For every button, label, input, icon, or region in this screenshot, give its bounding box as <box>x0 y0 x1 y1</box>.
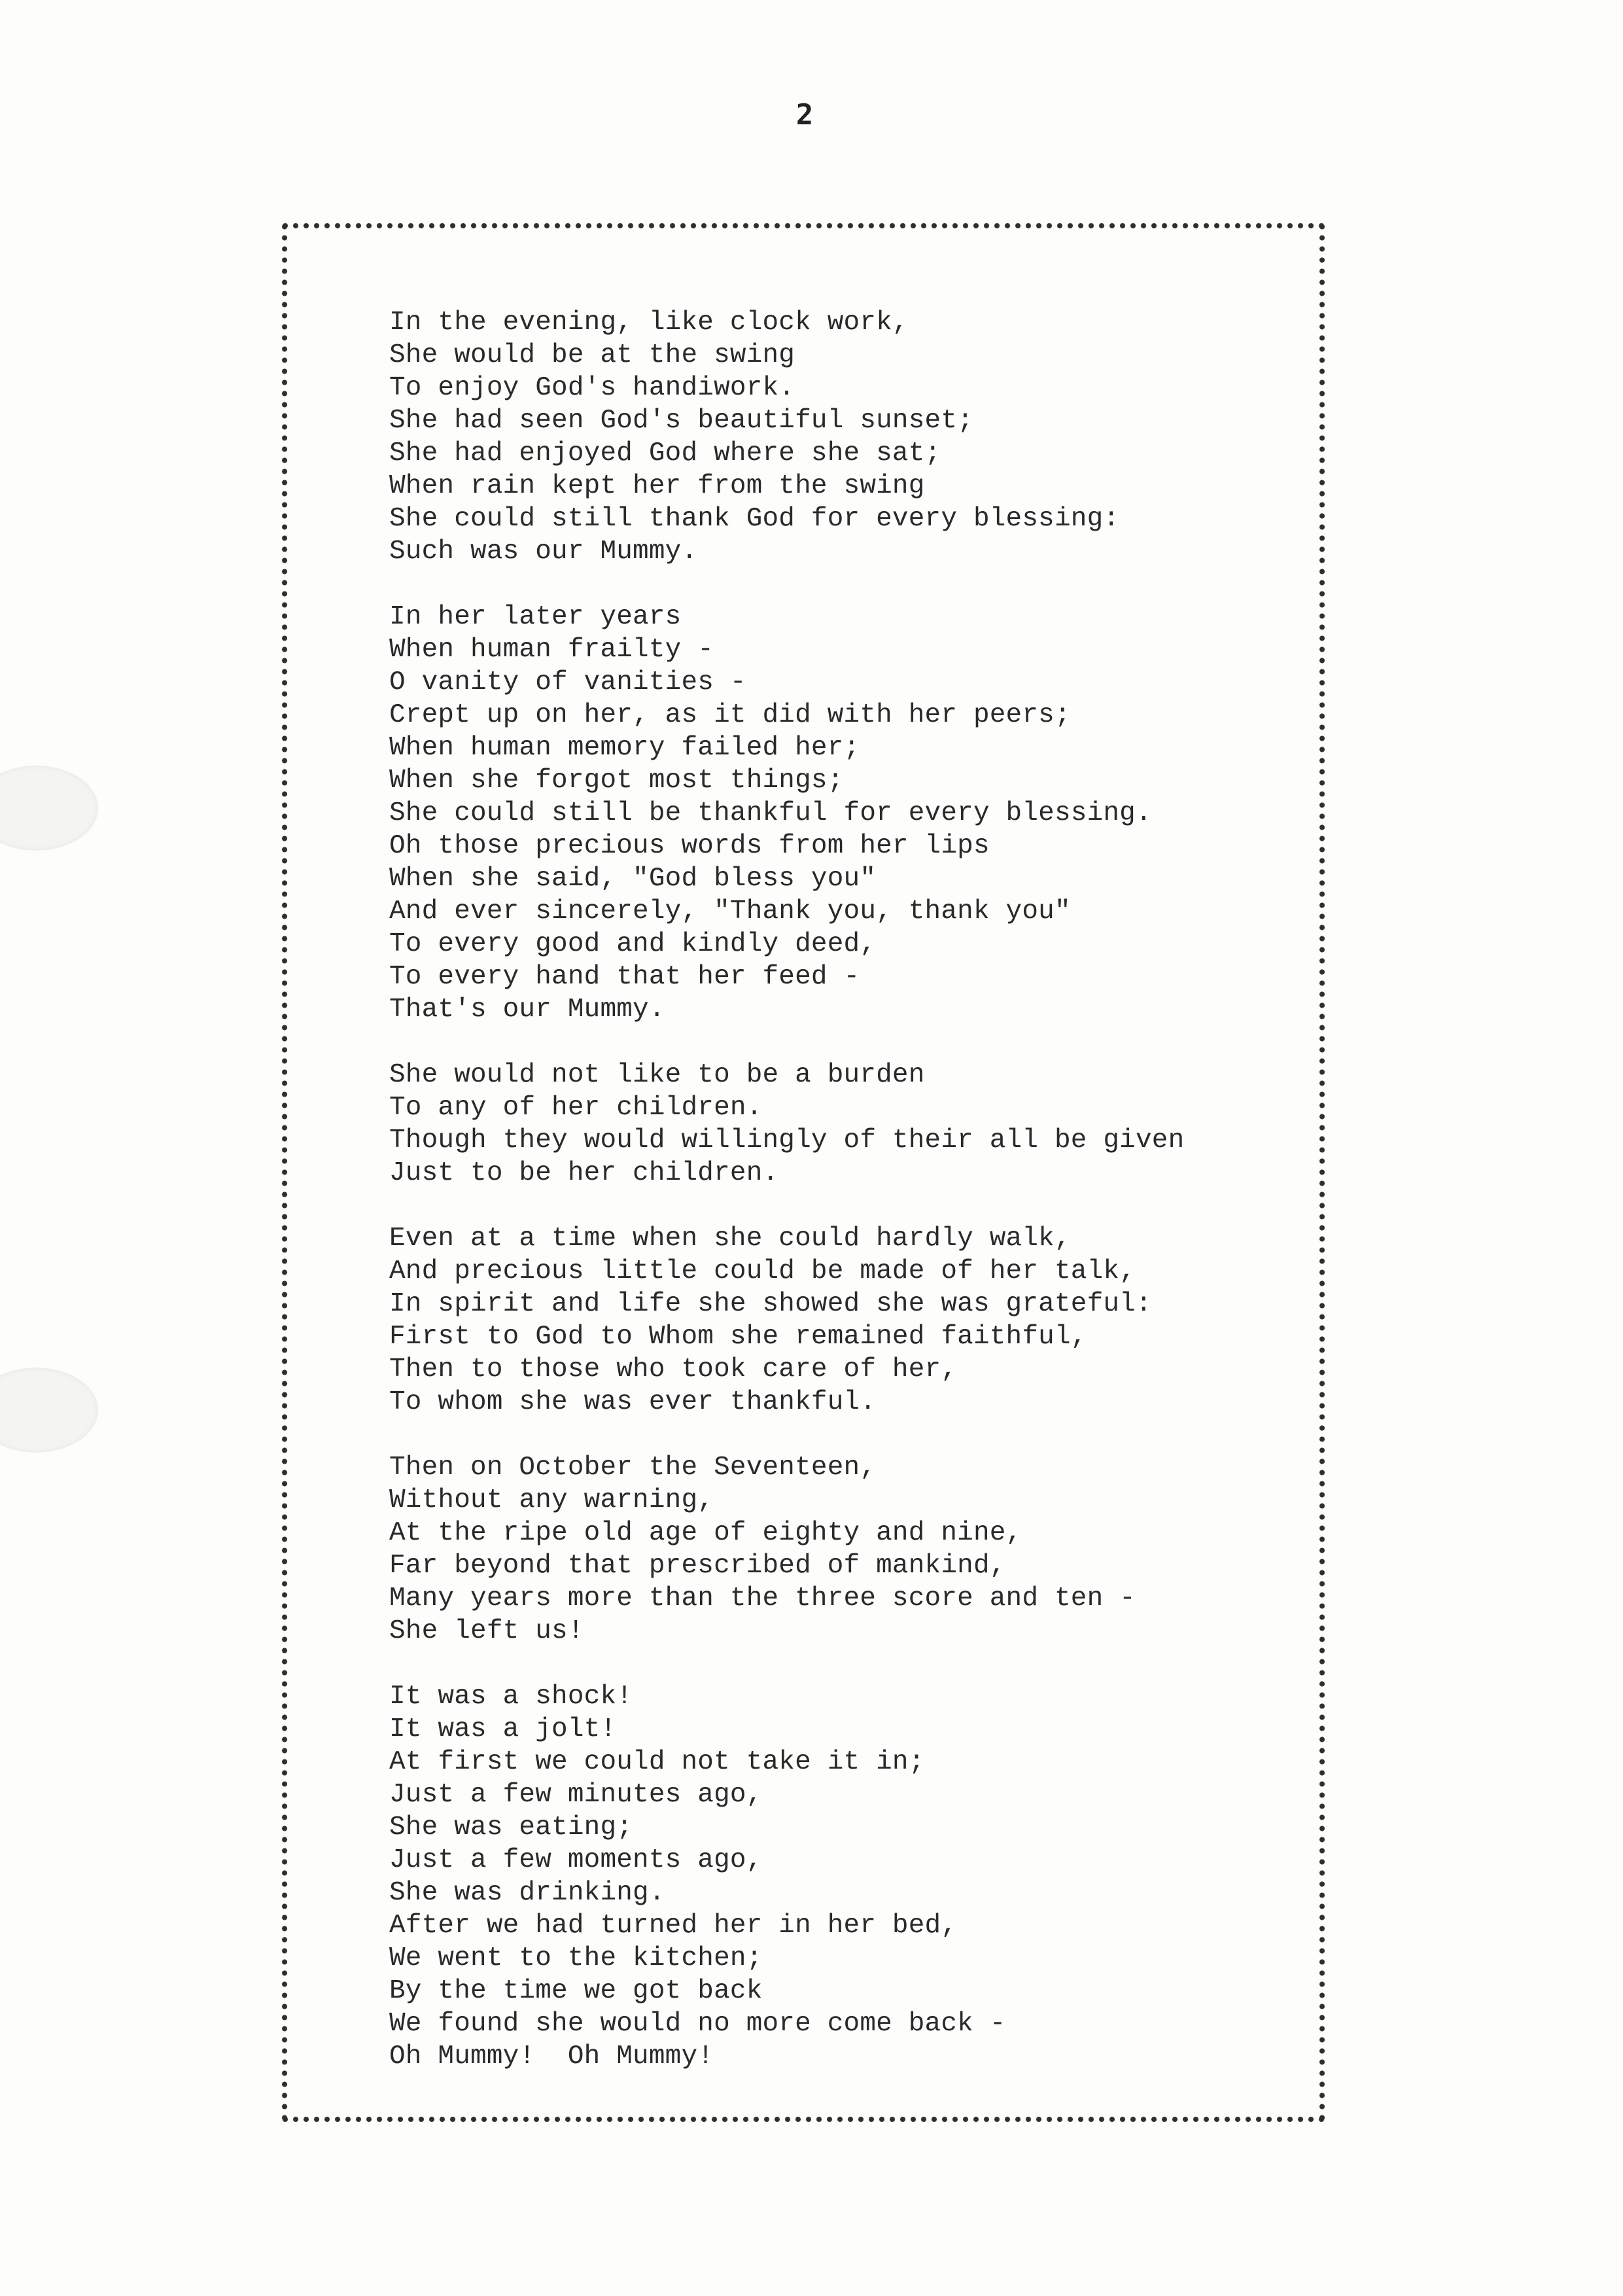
poem-line: After we had turned her in her bed, <box>389 1911 958 1941</box>
page-number: 2 <box>795 98 814 132</box>
poem-line: Even at a time when she could hardly walk, <box>389 1224 1071 1254</box>
poem-line: She could still be thankful for every blessing. <box>389 798 1152 828</box>
poem-line: O vanity of vanities - <box>389 667 746 698</box>
poem-line: She would not like to be a burden <box>389 1060 925 1090</box>
poem-line: Such was our Mummy. <box>389 537 698 567</box>
border-right <box>1318 221 1327 2124</box>
poem-line: She had enjoyed God where she sat; <box>389 438 941 468</box>
poem-line: Then to those who took care of her, <box>389 1354 958 1385</box>
poem-line: And precious little could be made of her talk, <box>389 1256 1136 1286</box>
poem-line: To enjoy God's handiwork. <box>389 373 795 403</box>
poem-stanza <box>389 601 1305 1026</box>
poem-line: Though they would willingly of their all be given <box>389 1125 1185 1156</box>
poem-line: Just a few moments ago, <box>389 1845 763 1875</box>
poem-stanza <box>389 1680 1305 2073</box>
poem-stanza <box>389 1059 1305 1190</box>
border-left <box>280 221 289 2124</box>
poem-stanza <box>389 1451 1305 1648</box>
poem-line: Many years more than the three score and ten - <box>389 1583 1136 1614</box>
poem-line: That's our Mummy. <box>389 995 665 1025</box>
poem-line: In spirit and life she showed she was grateful: <box>389 1289 1152 1319</box>
poem-line: She could still thank God for every blessing: <box>389 504 1120 534</box>
poem-line: Crept up on her, as it did with her peers; <box>389 700 1071 730</box>
poem-line: At first we could not take it in; <box>389 1747 925 1777</box>
poem-line: Without any warning, <box>389 1485 714 1515</box>
poem-line: When she forgot most things; <box>389 766 844 796</box>
punch-hole-mark-upper <box>0 766 98 851</box>
poem-line: She was drinking. <box>389 1878 665 1908</box>
poem-line: To whom she was ever thankful. <box>389 1387 877 1417</box>
poem-line: When human memory failed her; <box>389 733 860 763</box>
poem-line: She was eating; <box>389 1812 633 1843</box>
poem-line: It was a jolt! <box>389 1714 617 1744</box>
poem-line: In the evening, like clock work, <box>389 308 909 338</box>
poem-line: Oh those precious words from her lips <box>389 831 990 861</box>
poem-line: She left us! <box>389 1616 584 1646</box>
poem-line: We went to the kitchen; <box>389 1943 763 1973</box>
poem-line: It was a shock! <box>389 1682 633 1712</box>
poem-line: She would be at the swing <box>389 340 795 370</box>
poem-line: At the ripe old age of eighty and nine, <box>389 1518 1022 1548</box>
poem-line: When human frailty - <box>389 635 714 665</box>
poem-line: Far beyond that prescribed of mankind, <box>389 1551 1006 1581</box>
poem-line: And ever sincerely, "Thank you, thank you" <box>389 896 1071 927</box>
poem-line: When rain kept her from the swing <box>389 471 925 501</box>
poem-line: Just a few minutes ago, <box>389 1780 763 1810</box>
poem-line: First to God to Whom she remained faithful, <box>389 1322 1087 1352</box>
poem-line: Just to be her children. <box>389 1158 779 1188</box>
poem-line: In her later years <box>389 602 682 632</box>
punch-hole-mark-lower <box>0 1368 98 1453</box>
poem-stanza <box>389 1222 1305 1419</box>
poem-line: By the time we got back <box>389 1976 763 2006</box>
poem-line: Then on October the Seventeen, <box>389 1453 877 1483</box>
poem-line: We found she would no more come back - <box>389 2009 1006 2039</box>
poem-line: She had seen God's beautiful sunset; <box>389 406 973 436</box>
border-top <box>280 221 1327 230</box>
poem-line: To any of her children. <box>389 1093 763 1123</box>
poem-line: To every hand that her feed - <box>389 962 860 992</box>
poem-body <box>389 306 1305 2106</box>
poem-line: To every good and kindly deed, <box>389 929 877 959</box>
poem-line: Oh Mummy! Oh Mummy! <box>389 2041 714 2072</box>
border-bottom <box>280 2115 1327 2124</box>
poem-line: When she said, "God bless you" <box>389 864 877 894</box>
poem-stanza <box>389 306 1305 568</box>
